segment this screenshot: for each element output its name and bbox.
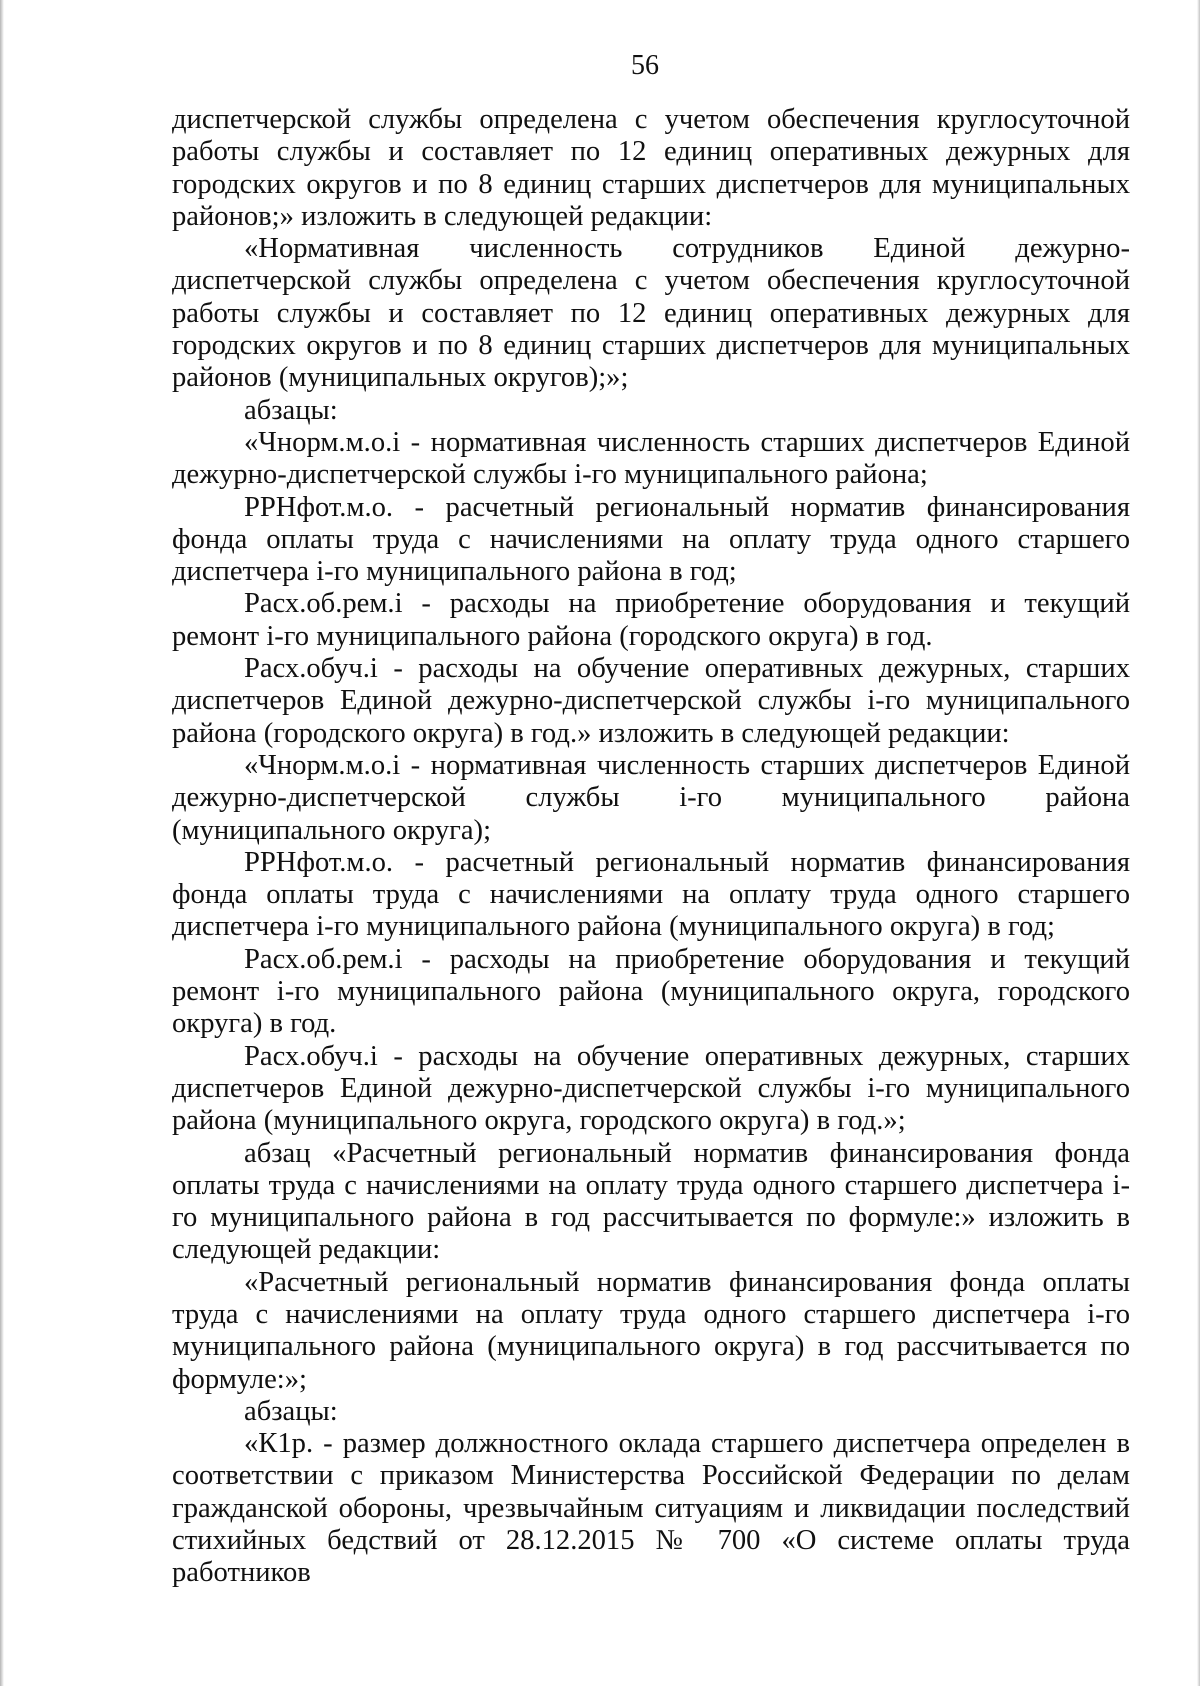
paragraph-abzatsy-2: абзацы: <box>244 1395 338 1427</box>
paragraph-rasx-obuch-old: Расх.обуч.i - расходы на обучение оперативных дежурных, старших диспетчеров Единой дежурно-диспетчерской службы i-го муниципального района (городского округа) в год.» изложить в следующей редакции: <box>172 653 1130 749</box>
page-number: 56 <box>631 50 659 81</box>
scan-edge-left <box>0 0 4 1686</box>
paragraph-rasx-obrem-new: Расх.об.рем.i - расходы на приобретение оборудования и текущий ремонт i-го муниципального района (муниципального округа, городского округа) в год. <box>172 943 1130 1040</box>
paragraph-rrnfot-old: РРНфот.м.о. - расчетный региональный норматив финансирования фонда оплаты труда с начислениями на оплату труда одного старшего диспетчера i-го муниципального района в год; <box>172 491 1130 588</box>
paragraph-abzats-formula-old: абзац «Расчетный региональный норматив финансирования фонда оплаты труда с начислениями на оплату труда одного старшего диспетчера i-го муниципального района в год рассчитывается по формуле:» изложить в следующей редакции: <box>172 1137 1130 1266</box>
paragraph-chnorm-new: «Чнорм.м.о.i - нормативная численность старших диспетчеров Единой дежурно-диспетчерской службы i-го муниципального района (муниципального округа); <box>172 749 1130 846</box>
paragraph-k1r: «К1р. - размер должностного оклада старшего диспетчера определен в соответствии с приказом Министерства Российской Федерации по делам гражданской обороны, чрезвычайным ситуациям и ликвидации последствий стихийных бедствий от 28.12.2015 № 700 «О системе оплаты труда работников <box>172 1428 1130 1589</box>
paragraph-new-wording-staffing: «Нормативная численность сотрудников Единой дежурно-диспетчерской службы определена с учетом обеспечения круглосуточной работы службы и составляет по 12 единиц оперативных дежурных для городских округов и по 8 единиц старших диспетчеров для муниципальных районов (муниципальных округов);»; <box>172 233 1130 394</box>
paragraph-continuation: диспетчерской службы определена с учетом обеспечения круглосуточной работы службы и составляет по 12 единиц оперативных дежурных для городских округов и по 8 единиц старших диспетчеров для муниципальных районов;» изложить в следующей редакции: <box>172 104 1130 232</box>
paragraph-rasx-obrem-old: Расх.об.рем.i - расходы на приобретение оборудования и текущий ремонт i-го муниципального района (городского округа) в год. <box>172 588 1130 652</box>
paragraph-formula-new: «Расчетный региональный норматив финансирования фонда оплаты труда с начислениями на оплату труда одного старшего диспетчера i-го муниципального района (муниципального округа) в год рассчитывается по формуле:»; <box>172 1266 1130 1395</box>
paragraph-chnorm-old: «Чнорм.м.о.i - нормативная численность старших диспетчеров Единой дежурно-диспетчерской службы i-го муниципального района; <box>172 426 1130 491</box>
paragraph-rasx-obuch-new: Расх.обуч.i - расходы на обучение оперативных дежурных, старших диспетчеров Единой дежурно-диспетчерской службы i-го муниципального района (муниципального округа, городского округа) в год.»; <box>172 1040 1130 1137</box>
document-body <box>172 104 1130 1590</box>
paragraph-abzatsy-1: абзацы: <box>244 394 338 426</box>
paragraph-rrnfot-new: РРНфот.м.о. - расчетный региональный норматив финансирования фонда оплаты труда с начислениями на оплату труда одного старшего диспетчера i-го муниципального района (муниципального округа) в год; <box>172 846 1130 943</box>
